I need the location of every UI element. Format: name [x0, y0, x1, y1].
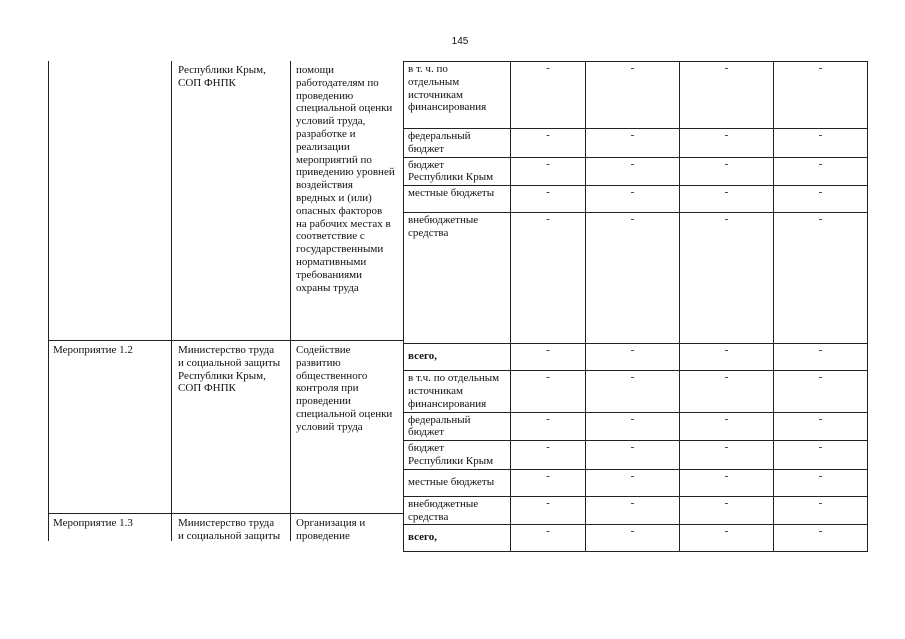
financing-table — [403, 61, 868, 552]
value-cell: - — [586, 344, 680, 371]
value-cell: - — [586, 62, 680, 129]
value-cell: - — [680, 525, 774, 552]
value-cell: - — [680, 469, 774, 496]
value-cell: - — [774, 186, 868, 213]
financing-label: всего, — [404, 344, 511, 371]
value-cell: - — [586, 213, 680, 344]
value-cell: - — [680, 186, 774, 213]
value-cell: - — [774, 441, 868, 470]
value-cell: - — [511, 441, 586, 470]
column-divider-executor — [171, 61, 172, 541]
table-row — [404, 157, 868, 186]
financing-label: внебюджетные средства — [404, 213, 511, 344]
value-cell: - — [511, 371, 586, 412]
value-cell: - — [511, 525, 586, 552]
value-cell: - — [680, 496, 774, 525]
value-cell: - — [511, 496, 586, 525]
financing-label: бюджет Республики Крым — [404, 441, 511, 470]
event-name-1-2: Мероприятие 1.2 — [53, 344, 133, 356]
financing-label: в т.ч. по отдельным источникам финансирования — [404, 371, 511, 412]
value-cell: - — [680, 129, 774, 158]
table-row — [404, 469, 868, 496]
executor-cell: Республики Крым, СОП ФНПК — [178, 64, 266, 89]
value-cell: - — [774, 525, 868, 552]
value-cell: - — [680, 412, 774, 441]
value-cell: - — [511, 186, 586, 213]
table-row — [404, 62, 868, 129]
description-cell-1-3: Организация и проведение — [296, 517, 366, 542]
value-cell: - — [511, 213, 586, 344]
value-cell: - — [774, 157, 868, 186]
financing-label: местные бюджеты — [404, 469, 511, 496]
value-cell: - — [586, 525, 680, 552]
value-cell: - — [511, 469, 586, 496]
row-separator-1-3 — [48, 513, 403, 514]
value-cell: - — [511, 157, 586, 186]
value-cell: - — [680, 441, 774, 470]
value-cell: - — [511, 129, 586, 158]
value-cell: - — [774, 344, 868, 371]
table-row — [404, 496, 868, 525]
value-cell: - — [680, 157, 774, 186]
value-cell: - — [586, 412, 680, 441]
column-divider-description — [290, 61, 291, 541]
row-separator-1-2 — [48, 340, 403, 341]
page-number: 145 — [451, 36, 469, 47]
value-cell: - — [586, 496, 680, 525]
table-border-left — [48, 61, 49, 541]
value-cell: - — [774, 412, 868, 441]
table-row — [404, 129, 868, 158]
value-cell: - — [680, 62, 774, 129]
financing-label: федеральный бюджет — [404, 412, 511, 441]
value-cell: - — [680, 213, 774, 344]
value-cell: - — [586, 371, 680, 412]
value-cell: - — [680, 371, 774, 412]
value-cell: - — [774, 469, 868, 496]
financing-label: внебюджетные средства — [404, 496, 511, 525]
value-cell: - — [586, 129, 680, 158]
value-cell: - — [586, 157, 680, 186]
value-cell: - — [586, 469, 680, 496]
description-cell: помощи работодателям по проведению специальной оценки условий труда, разработке и реализации мероприятий по приведению уровней воздействия вредных и (или) опасных факторов на рабочих местах в соответствие с государственными нормативными требованиями охраны труда — [296, 64, 395, 294]
executor-cell-1-2: Министерство труда и социальной защиты Республики Крым, СОП ФНПК — [178, 344, 281, 395]
table-row — [404, 412, 868, 441]
value-cell: - — [680, 344, 774, 371]
event-name-1-3: Мероприятие 1.3 — [53, 517, 133, 529]
value-cell: - — [774, 371, 868, 412]
value-cell: - — [774, 213, 868, 344]
table-row — [404, 344, 868, 371]
value-cell: - — [511, 62, 586, 129]
financing-label: федеральный бюджет — [404, 129, 511, 158]
executor-cell-1-3: Министерство труда и социальной защиты — [178, 517, 281, 542]
financing-label: всего, — [404, 525, 511, 552]
activity-columns — [48, 61, 403, 541]
value-cell: - — [774, 129, 868, 158]
table-row — [404, 213, 868, 344]
financing-label: в т. ч. по отдельным источникам финансирования — [404, 62, 511, 129]
value-cell: - — [586, 441, 680, 470]
financing-label: бюджет Республики Крым — [404, 157, 511, 186]
table-row — [404, 186, 868, 213]
value-cell: - — [511, 344, 586, 371]
value-cell: - — [586, 186, 680, 213]
table-row — [404, 371, 868, 412]
description-cell-1-2: Содействие развитию общественного контроля при проведении специальной оценки условий труда — [296, 344, 393, 433]
value-cell: - — [774, 496, 868, 525]
value-cell: - — [774, 62, 868, 129]
value-cell: - — [511, 412, 586, 441]
financing-label: местные бюджеты — [404, 186, 511, 213]
table-row — [404, 441, 868, 470]
table-row — [404, 525, 868, 552]
